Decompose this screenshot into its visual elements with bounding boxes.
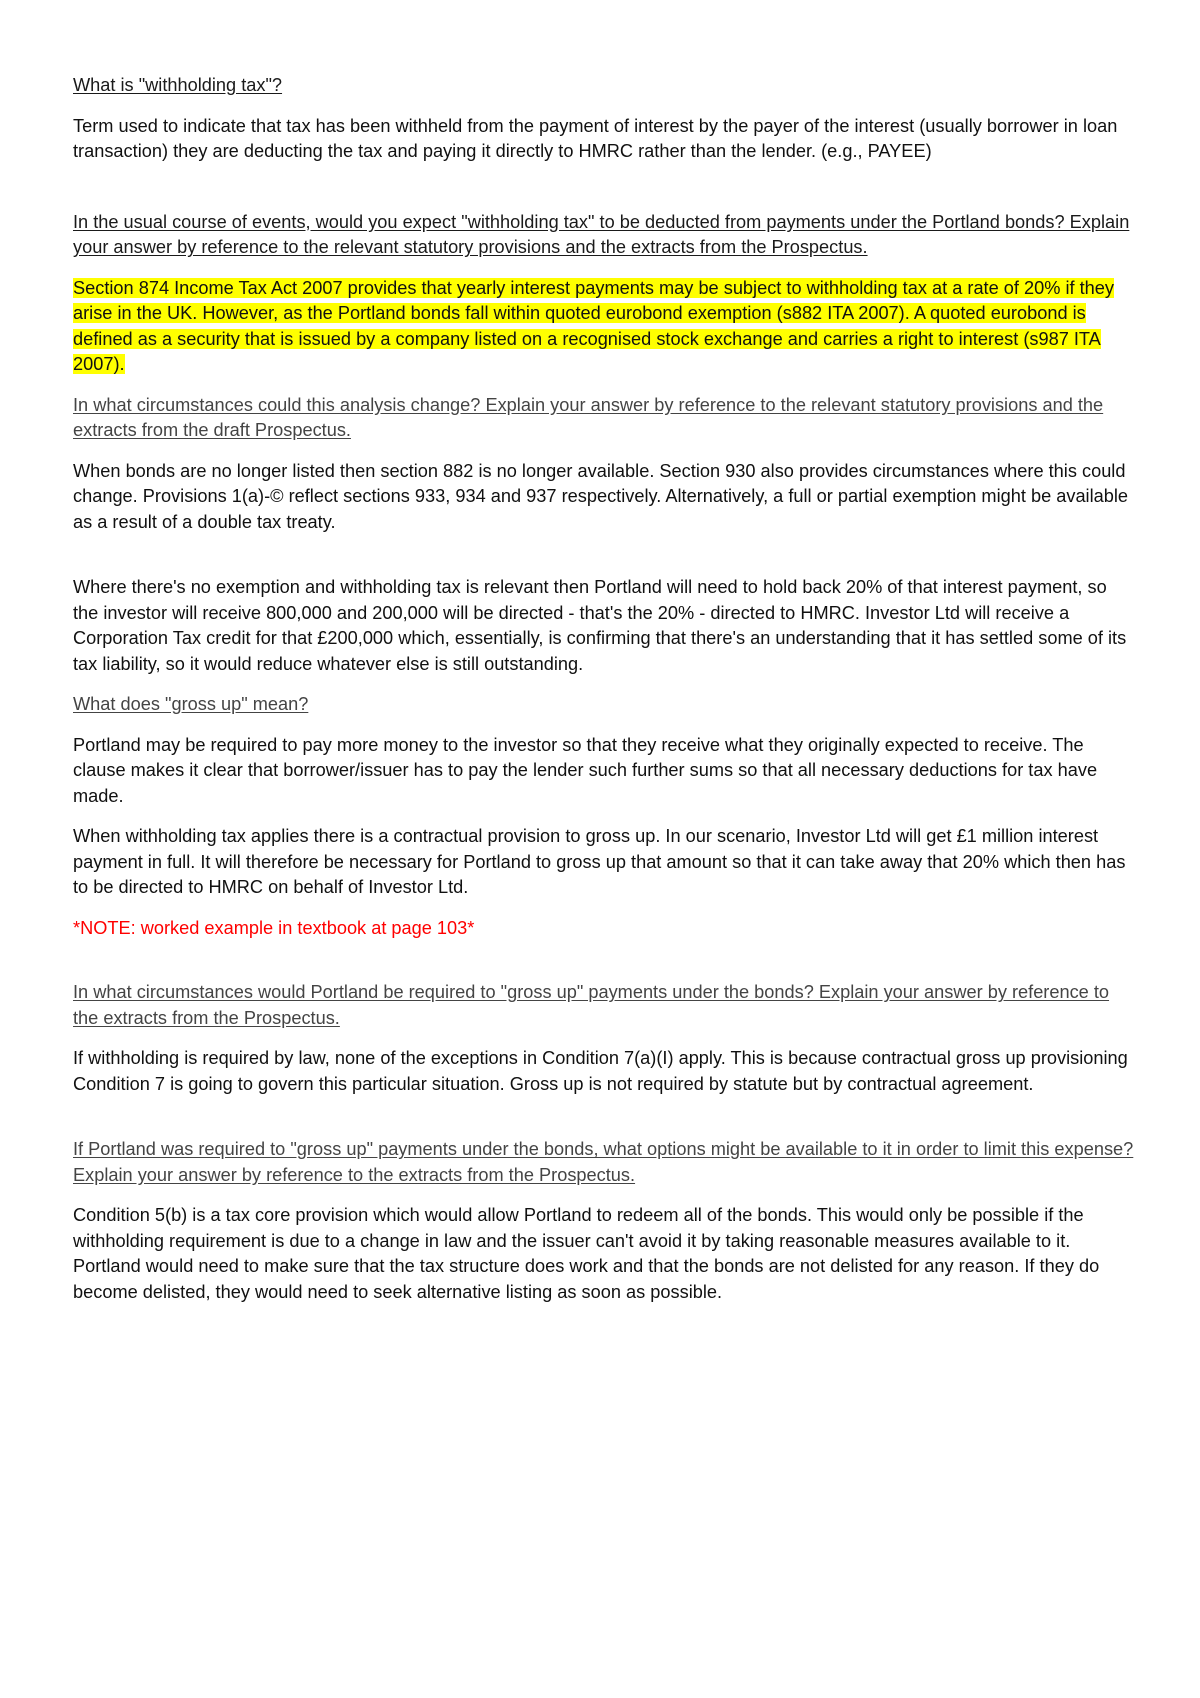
question-gross-up-circumstances: In what circumstances would Portland be required to "gross up" payments under the bonds? Explain your answer by reference to the extracts from the Prospectus.	[73, 982, 1110, 1028]
answer-limit-expense: Condition 5(b) is a tax core provision which would allow Portland to redeem all of the bonds. This would only be possible if the withholding requirement is due to a change in law and the issuer can't avoid it by taking reasonable measures available to it. Portland would need to make sure that the tax structure does work and that the bonds are not delisted for any reason. If they do become delisted, they would need to seek alternative listing as soon as possible.	[73, 1205, 1100, 1302]
question-gross-up-meaning: What does "gross up" mean?	[73, 694, 309, 714]
highlighted-text: Section 874 Income Tax Act 2007 provides that yearly interest payments may be subject to withholding tax at a rate of 20% if they arise in the UK. However, as the Portland bonds fall within quoted eurobond exemption (s882 ITA 2007). A quoted eurobond is defined as a security that is issued by a company listed on a recognised stock exchange and carries a right to interest (s987 ITA 2007).	[73, 277, 1114, 374]
answer-gross-up-meaning: Portland may be required to pay more money to the investor so that they receive what they originally expected to receive. The clause makes it clear that borrower/issuer has to pay the lender such further sums so that all necessary deductions for tax have made.	[73, 734, 1098, 806]
note-worked-example: *NOTE: worked example in textbook at page 103*	[73, 917, 475, 938]
question-withholding-tax: What is "withholding tax"?	[73, 75, 283, 95]
answer-gross-up-contractual: When withholding tax applies there is a contractual provision to gross up. In our scenario, Investor Ltd will get £1 million interest payment in full. It will therefore be necessary for Portland to gross up that amount so that it can take away that 20% which then has to be directed to HMRC on behalf of Investor Ltd.	[73, 826, 1126, 897]
answer-gross-up-circumstances: If withholding is required by law, none of the exceptions in Condition 7(a)(I) apply. This is because contractual gross up provisioning Condition 7 is going to govern this particular situation. Gross up is not required by statute but by contractual agreement.	[73, 1048, 1128, 1094]
question-analysis-change: In what circumstances could this analysis change? Explain your answer by reference to the relevant statutory provisions and the extracts from the draft Prospectus.	[73, 394, 1104, 440]
spacer	[73, 956, 1135, 980]
question-expect-withholding: In the usual course of events, would you expect "withholding tax" to be deducted from payments under the Portland bonds? Explain your answer by reference to the relevant statutory provisions and the extracts from the Prospectus.	[73, 211, 1130, 257]
question-limit-expense: If Portland was required to "gross up" payments under the bonds, what options might be available to it in order to limit this expense? Explain your answer by reference to the extracts from the Prospectus.	[73, 1139, 1134, 1185]
spacer	[73, 550, 1135, 575]
answer-expect-withholding	[73, 276, 1135, 378]
answer-analysis-change: When bonds are no longer listed then section 882 is no longer available. Section 930 also provides circumstances where this could change. Provisions 1(a)-© reflect sections 933, 934 and 937 respectively. Alternatively, a full or partial exemption might be available as a result of a double tax treaty.	[73, 460, 1129, 532]
spacer	[73, 1112, 1135, 1137]
spacer	[73, 180, 1135, 210]
document-page	[73, 73, 1135, 1320]
answer-withholding-tax: Term used to indicate that tax has been withheld from the payment of interest by the payer of the interest (usually borrower in loan transaction) they are deducting the tax and paying it directly to HMRC rather than the lender. (e.g., PAYEE)	[73, 115, 1118, 161]
answer-no-exemption: Where there's no exemption and withholding tax is relevant then Portland will need to hold back 20% of that interest payment, so the investor will receive 800,000 and 200,000 will be directed - that's the 20% - directed to HMRC. Investor Ltd will receive a Corporation Tax credit for that £200,000 which, essentially, is confirming that there's an understanding that it has settled some of its tax liability, so it would reduce whatever else is still outstanding.	[73, 577, 1127, 674]
